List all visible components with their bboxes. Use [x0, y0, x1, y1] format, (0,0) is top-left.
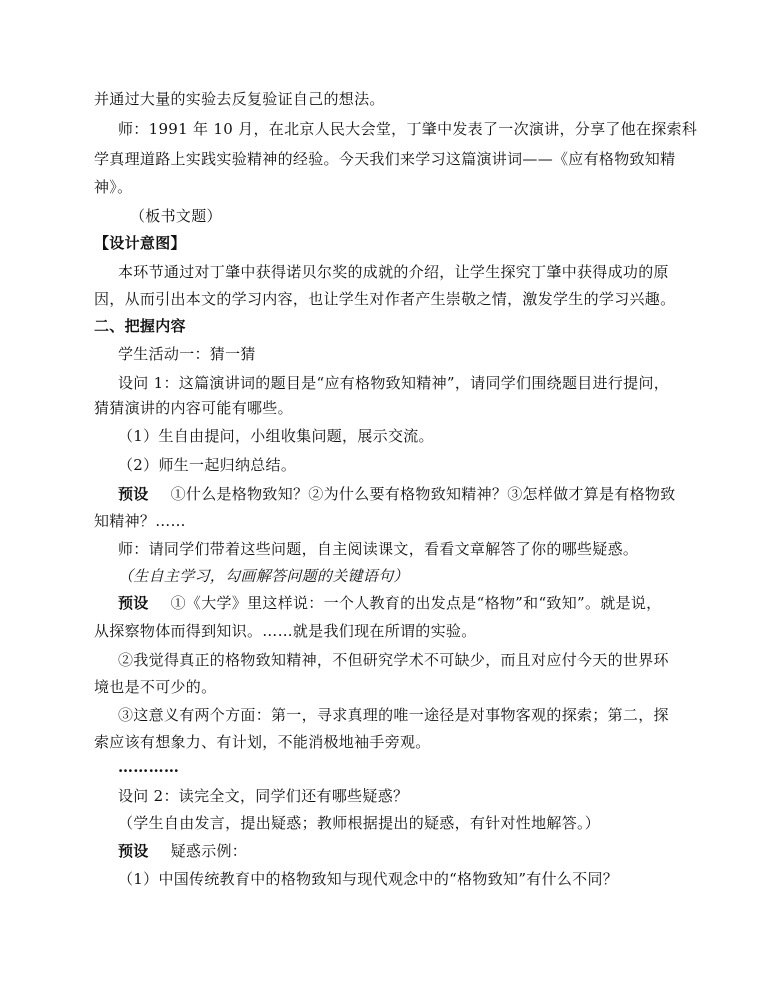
text-line: 本环节通过对丁肇中获得诺贝尔奖的成就的介绍，让学生探究丁肇中获得成功的原 — [118, 263, 669, 281]
text-line: （生自主学习，勾画解答问题的关键语句） — [118, 567, 409, 585]
text-line: 师：请同学们带着这些问题，自主阅读课文，看看文章解答了你的哪些疑惑。 — [118, 540, 639, 558]
preset-text: ①什么是格物致知？②为什么要有格物致知精神？③怎样做才算是有格物致 — [170, 485, 676, 503]
text-line: 设问 1：这篇演讲词的题目是“应有格物致知精神”，请同学们围绕题目进行提问， — [118, 374, 670, 392]
text-line: 学生活动一：猜一猜 — [118, 345, 256, 363]
text-line: ②我觉得真正的格物致知精神，不但研究学术不可缺少，而且对应付今天的世界环 — [118, 651, 669, 669]
preset-label: 预设 — [118, 485, 149, 503]
preset-text: ①《大学》里这样说：一个人教育的出发点是“格物”和“致知”。就是说， — [170, 594, 662, 612]
text-line — [118, 593, 718, 613]
text-line — [118, 484, 718, 504]
text-line: 境也是不可少的。 — [94, 678, 217, 696]
text-line: 从探察物体而得到知识。……就是我们现在所谓的实验。 — [94, 622, 477, 640]
text-line: 神》。 — [94, 178, 133, 196]
text-line: 师：1991 年 10 月，在北京人民大会堂，丁肇中发表了一次演讲，分享了他在探索科 — [118, 120, 698, 138]
section-heading-design-intent: 【设计意图】 — [94, 234, 186, 252]
preset-text: 疑惑示例： — [170, 842, 248, 860]
text-line: （2）师生一起归纳总结。 — [118, 456, 297, 474]
text-line: 索应该有想象力、有计划，不能消极地袖手旁观。 — [94, 733, 431, 751]
text-line: ③这意义有两个方面：第一，寻求真理的唯一途径是对事物客观的探索；第二，探 — [118, 706, 669, 724]
section-heading-grasp-content: 二、把握内容 — [94, 317, 186, 335]
text-line: 设问 2：读完全文，同学们还有哪些疑惑？ — [118, 787, 409, 805]
text-line: （学生自由发言，提出疑惑；教师根据提出的疑惑，有针对性地解答。） — [118, 814, 601, 832]
text-line: 因，从而引出本文的学习内容，也让学生对作者产生崇敬之情，激发学生的学习兴趣。 — [94, 290, 676, 308]
blackboard-note: （板书文题） — [130, 207, 222, 225]
text-line: 知精神？…… — [94, 512, 186, 530]
text-line: 并通过大量的实验去反复验证自己的想法。 — [94, 90, 385, 108]
text-line: 学真理道路上实践实验精神的经验。今天我们来学习这篇演讲词——《应有格物致知精 — [94, 150, 676, 168]
text-line — [118, 841, 718, 861]
ellipsis-line: ………… — [118, 758, 180, 776]
text-line: （1）生自由提问，小组收集问题，展示交流。 — [118, 427, 434, 445]
text-line: （1）中国传统教育中的格物致知与现代观念中的“格物致知”有什么不同？ — [118, 870, 619, 888]
preset-label: 预设 — [118, 594, 149, 612]
preset-label: 预设 — [118, 842, 149, 860]
text-line: 猜猜演讲的内容可能有哪些。 — [94, 399, 293, 417]
